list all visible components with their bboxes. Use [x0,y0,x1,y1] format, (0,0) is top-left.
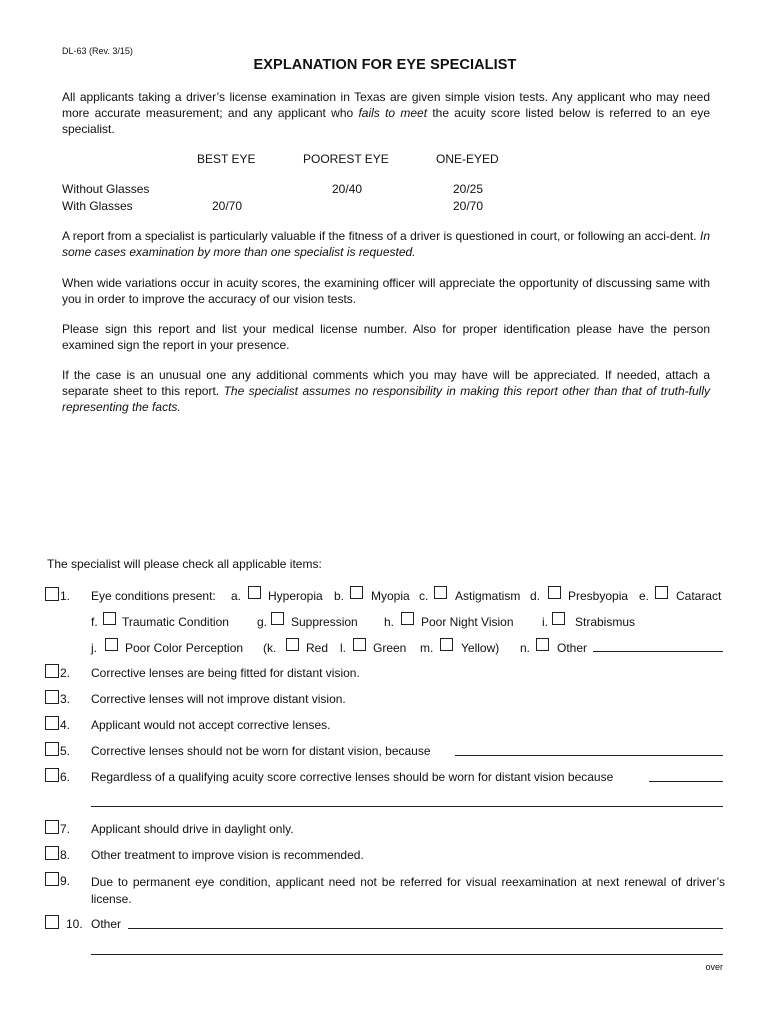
condition-letter: c. [419,589,429,603]
condition-label: Yellow) [461,641,500,655]
condition-letter: g. [257,615,268,629]
condition-label: Hyperopia [268,589,323,603]
paragraph-variations: When wide variations occur in acuity scores, the examining officer will appreciate the opportunity of discussing same with you in order to improve the accuracy of our vision tests. [62,276,710,307]
condition-letter: d. [530,589,541,603]
item-text: Other treatment to improve vision is recommended. [91,848,364,862]
table-header-poorest-eye: POOREST EYE [303,152,389,166]
condition-letter: e. [639,589,650,603]
yellow-checkbox[interactable] [440,638,453,651]
item-text: Corrective lenses are being fitted for distant vision. [91,666,360,680]
other-condition-checkbox[interactable] [536,638,549,651]
table-header-one-eyed: ONE-EYED [436,152,499,166]
item-number: 3. [59,692,70,706]
item-number: 6. [59,770,70,784]
red-checkbox[interactable] [286,638,299,651]
poor-night-vision-checkbox[interactable] [401,612,414,625]
p4-italic: The specialist assumes no responsibility in making this report other than that of truth-fully representing the facts. [62,384,710,415]
condition-letter: i. [542,615,548,629]
table-cell-best: 20/70 [212,199,243,213]
item-text: Applicant would not accept corrective lenses. [91,718,331,732]
condition-label: Myopia [371,589,410,603]
presbyopia-checkbox[interactable] [548,586,561,599]
traumatic-condition-checkbox[interactable] [103,612,116,625]
p4-text: If the case is an unusual one any additional comments which you may have will be appreciated. If needed, attach a separate sheet to this report. [62,368,710,399]
condition-label: Green [373,641,407,655]
condition-letter: j. [91,641,97,655]
item-number: 5. [59,744,70,758]
intro-text-a: All applicants taking a driver’s license examination in Texas are given simple vision tests. Any applicant who may need more accurate measurement; and any applicant who [62,90,710,121]
paragraph-court [62,228,710,260]
condition-label: Poor Night Vision [421,615,514,629]
item-5-reason-line[interactable] [455,755,723,756]
over-note: over [705,962,723,972]
item-10-other-line-2[interactable] [91,954,723,955]
condition-letter: h. [384,615,395,629]
item-number: 7. [59,822,70,836]
item-6-reason-line-2[interactable] [91,806,723,807]
table-cell-one-eyed: 20/25 [453,182,484,196]
condition-letter: n. [520,641,531,655]
intro-text-b: the acuity score listed below is referred to an eye specialist. [62,106,710,137]
condition-label: Suppression [291,615,358,629]
item-text: Corrective lenses should not be worn for distant vision, because [91,744,431,758]
p1-text: A report from a specialist is particularly valuable if the fitness of a driver is questioned in court, or following an acci-dent. [62,229,700,243]
condition-label: Traumatic Condition [122,615,229,629]
condition-letter: a. [231,589,242,603]
item-text: Applicant should drive in daylight only. [91,822,294,836]
table-header-best-eye: BEST EYE [197,152,256,166]
condition-label: Red [306,641,329,655]
page-title: EXPLANATION FOR EYE SPECIALIST [253,57,517,73]
table-row-label: With Glasses [62,199,133,213]
item-number: 1. [59,589,70,603]
item-1-label: Eye conditions present: [91,589,216,603]
condition-letter: m. [420,641,434,655]
table-cell-one-eyed: 20/70 [453,199,484,213]
intro-paragraph [62,89,710,138]
item-10-checkbox[interactable] [45,915,59,929]
item-text: Due to permanent eye condition, applicant need not be referred for visual reexamination at next renewal of driver’s license. [91,875,725,906]
item-number: 10. [66,917,83,931]
checklist-intro: The specialist will please check all applicable items: [47,557,322,571]
paragraph-sign: Please sign this report and list your medical license number. Also for proper identification please have the person examined sign the report in your presence. [62,322,710,353]
condition-label: Strabismus [575,615,636,629]
poor-color-perception-checkbox[interactable] [105,638,118,651]
condition-label: Other [557,641,588,655]
cataract-checkbox[interactable] [655,586,668,599]
green-checkbox[interactable] [353,638,366,651]
condition-letter: (k. [263,641,277,655]
astigmatism-checkbox[interactable] [434,586,447,599]
table-cell-poorest: 20/40 [332,182,363,196]
myopia-checkbox[interactable] [350,586,363,599]
suppression-checkbox[interactable] [271,612,284,625]
item-number: 4. [59,718,70,732]
condition-letter: f. [91,615,98,629]
item-10-other-line[interactable] [128,928,723,929]
condition-label: Astigmatism [455,589,521,603]
condition-letter: b. [334,589,345,603]
condition-label: Poor Color Perception [125,641,244,655]
strabismus-checkbox[interactable] [552,612,565,625]
hyperopia-checkbox[interactable] [248,586,261,599]
item-number: 2. [59,666,70,680]
item-text: Other [91,917,122,931]
condition-letter: l. [340,641,346,655]
item-number: 9. [59,874,70,888]
condition-label: Presbyopia [568,589,629,603]
item-text: Corrective lenses will not improve distant vision. [91,692,346,706]
p1-italic: In some cases examination by more than one specialist is requested. [62,229,710,260]
table-row-label: Without Glasses [62,182,150,196]
form-number: DL-63 (Rev. 3/15) [62,46,133,56]
paragraph-comments [62,367,710,416]
item-text: Regardless of a qualifying acuity score corrective lenses should be worn for distant vision because [91,770,614,784]
intro-italic: fails to meet [358,106,428,121]
item-number: 8. [59,848,70,862]
item-6-reason-line[interactable] [649,781,723,782]
other-condition-line[interactable] [593,651,723,652]
condition-label: Cataract [676,589,722,603]
